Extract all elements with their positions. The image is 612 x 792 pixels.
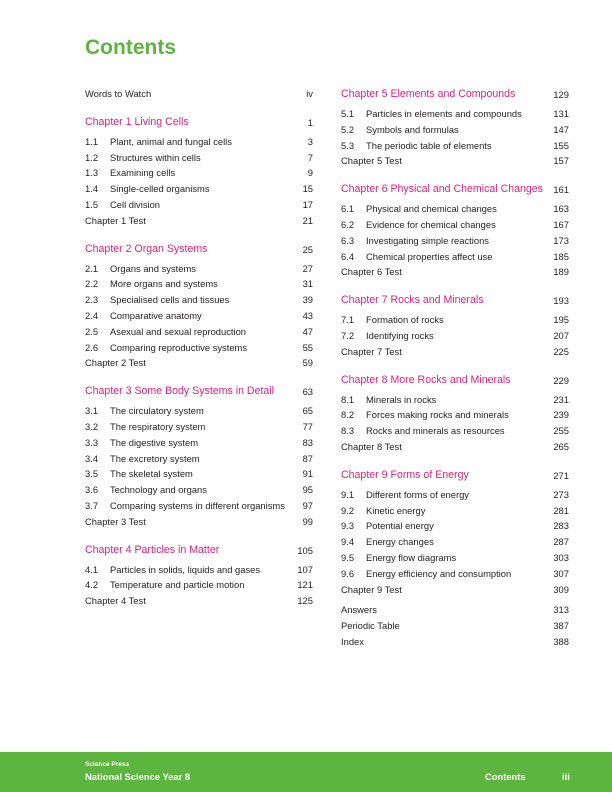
page-number: 265 — [553, 440, 569, 452]
toc-entry — [85, 437, 313, 448]
page-number: 281 — [553, 504, 569, 516]
entry-title: Technology and organs — [110, 484, 207, 496]
toc-entry — [341, 235, 569, 246]
page-number: 225 — [553, 345, 569, 357]
toc-entry — [341, 330, 569, 341]
section-number: 3.2 — [85, 420, 99, 432]
toc-entry — [341, 636, 569, 647]
toc-entry — [341, 441, 569, 452]
entry-title: Organs and systems — [110, 262, 196, 274]
entry-title: Chemical properties affect use — [366, 250, 493, 262]
footer-page-number: iii — [562, 771, 570, 782]
page-number: 15 — [302, 183, 313, 195]
chapter-heading — [341, 88, 569, 101]
entry-title: Single-celled organisms — [110, 183, 210, 195]
chapter-heading — [341, 183, 569, 196]
toc-entry — [341, 155, 569, 166]
page-number: 77 — [302, 420, 313, 432]
entry-title: Identifying rocks — [366, 329, 434, 341]
toc-entry — [85, 564, 313, 575]
page-number: 239 — [553, 409, 569, 421]
chapter-heading — [85, 243, 313, 256]
page-number: 287 — [553, 536, 569, 548]
entry-title: Words to Watch — [85, 88, 152, 99]
page-number: 17 — [302, 198, 313, 210]
page-number: 173 — [553, 234, 569, 246]
section-number: 2.4 — [85, 309, 99, 321]
page-number: 87 — [302, 452, 313, 464]
toc-entry — [85, 484, 313, 495]
page-number: 155 — [553, 139, 569, 151]
page-number: 105 — [297, 544, 313, 556]
section-number: 6.1 — [341, 203, 355, 215]
spacer — [341, 457, 569, 469]
toc-entry — [85, 310, 313, 321]
page-number: 307 — [553, 567, 569, 579]
page-number: 107 — [297, 563, 313, 575]
toc-right-column — [341, 88, 569, 652]
page-number: 121 — [297, 579, 313, 591]
entry-title: Examining cells — [110, 167, 176, 179]
page-number: 195 — [553, 314, 569, 326]
page-title: Contents — [85, 36, 176, 59]
page-number: 59 — [302, 357, 313, 369]
entry-title: Plant, animal and fungal cells — [110, 135, 232, 147]
entry-title: Chapter 5 Elements and Compounds — [341, 88, 516, 100]
toc-entry — [85, 468, 313, 479]
section-number: 1.4 — [85, 183, 99, 195]
toc-entry — [341, 203, 569, 214]
entry-title: Chapter 7 Rocks and Minerals — [341, 294, 484, 307]
section-number: 2.6 — [85, 341, 99, 353]
entry-title: Energy flow diagrams — [366, 551, 457, 563]
entry-title: Periodic Table — [341, 620, 400, 632]
page-number: 63 — [302, 386, 313, 398]
section-number: 9.1 — [341, 488, 355, 500]
entry-title: Comparing reproductive systems — [110, 341, 248, 353]
section-number: 1.1 — [85, 135, 99, 147]
section-number: 3.3 — [85, 436, 99, 448]
toc-entry — [341, 505, 569, 516]
entry-title: Chapter 3 Test — [85, 515, 146, 527]
page-number: 21 — [302, 214, 313, 226]
toc-entry — [341, 314, 569, 325]
entry-title: The periodic table of elements — [366, 139, 492, 151]
page-number: 161 — [553, 184, 569, 196]
section-number: 2.5 — [85, 325, 99, 337]
section-number: 9.3 — [341, 520, 355, 532]
section-number: 6.2 — [341, 218, 355, 230]
entry-title: Energy efficiency and consumption — [366, 567, 512, 579]
page-number: 303 — [553, 551, 569, 563]
toc-entry — [341, 409, 569, 420]
entry-title: More organs and systems — [110, 278, 218, 290]
section-number: 2.1 — [85, 262, 99, 274]
entry-title: Chapter 4 Particles in Matter — [85, 543, 220, 556]
entry-title: Symbols and formulas — [366, 123, 459, 135]
chapter-heading — [341, 294, 569, 307]
entry-title: Forces making rocks and minerals — [366, 409, 509, 421]
spacer — [341, 362, 569, 374]
entry-title: Chapter 4 Test — [85, 595, 146, 607]
section-number: 5.2 — [341, 123, 355, 135]
footer-bar — [0, 752, 612, 792]
section-number: 1.3 — [85, 167, 99, 179]
page-number: 131 — [553, 108, 569, 119]
page-number: 31 — [302, 278, 313, 290]
entry-title: Comparative anatomy — [110, 309, 202, 321]
page-number: 97 — [302, 499, 313, 511]
page-number: 147 — [553, 123, 569, 135]
toc-entry — [341, 552, 569, 563]
toc-entry — [341, 346, 569, 357]
page-number: 27 — [302, 262, 313, 274]
entry-title: Particles in elements and compounds — [366, 108, 522, 119]
entry-title: Different forms of energy — [366, 488, 469, 500]
page-number: 91 — [302, 468, 313, 480]
page-number: 47 — [302, 325, 313, 337]
section-number: 9.5 — [341, 551, 355, 563]
toc-entry — [85, 88, 313, 99]
entry-title: Chapter 6 Physical and Chemical Changes — [341, 183, 543, 196]
toc-left-column — [85, 88, 313, 611]
chapter-heading — [85, 116, 313, 129]
section-number: 3.1 — [85, 405, 99, 417]
spacer — [341, 171, 569, 183]
chapter-heading — [341, 469, 569, 482]
entry-title: Chapter 8 Test — [341, 440, 402, 452]
entry-title: Temperature and particle motion — [110, 579, 245, 591]
toc-entry — [341, 124, 569, 135]
section-number: 5.3 — [341, 139, 355, 151]
toc-entry — [85, 199, 313, 210]
entry-title: Structures within cells — [110, 151, 201, 163]
section-number: 5.1 — [341, 108, 355, 119]
toc-entry — [341, 219, 569, 230]
section-number: 3.6 — [85, 484, 99, 496]
toc-entry — [341, 425, 569, 436]
toc-entry — [85, 136, 313, 147]
entry-title: Kinetic energy — [366, 504, 426, 516]
section-number: 9.4 — [341, 536, 355, 548]
entry-title: Chapter 6 Test — [341, 266, 402, 278]
footer-book-title: National Science Year 8 — [85, 771, 191, 782]
section-number: 6.3 — [341, 234, 355, 246]
page-number: 129 — [553, 89, 569, 100]
toc-entry — [85, 421, 313, 432]
page-number: 185 — [553, 250, 569, 262]
toc-entry — [85, 579, 313, 590]
entry-title: Particles in solids, liquids and gases — [110, 563, 261, 575]
toc-entry — [341, 140, 569, 151]
page-number: 309 — [553, 583, 569, 595]
toc-entry — [85, 294, 313, 305]
section-number: 1.2 — [85, 151, 99, 163]
spacer — [85, 231, 313, 243]
entry-title: Chapter 1 Living Cells — [85, 115, 189, 128]
toc-entry — [85, 263, 313, 274]
toc-entry — [341, 536, 569, 547]
page-number: 229 — [553, 374, 569, 386]
toc-entry — [85, 357, 313, 368]
page-number: 388 — [553, 635, 569, 647]
page-number: 1 — [307, 116, 313, 128]
toc-entry — [341, 251, 569, 262]
entry-title: Comparing systems in different organisms — [110, 499, 285, 511]
section-number: 4.2 — [85, 579, 99, 591]
entry-title: The excretory system — [110, 452, 200, 464]
chapter-heading — [85, 385, 313, 398]
section-number: 2.2 — [85, 278, 99, 290]
page-number: 273 — [553, 488, 569, 500]
entry-title: Formation of rocks — [366, 314, 444, 326]
section-number: 3.4 — [85, 452, 99, 464]
page-number: 157 — [553, 155, 569, 167]
entry-title: Minerals in rocks — [366, 393, 437, 405]
page-number: 231 — [553, 393, 569, 405]
footer-section: Contents — [485, 771, 526, 782]
page-number: 163 — [553, 203, 569, 215]
spacer — [85, 104, 313, 116]
entry-title: Investigating simple reactions — [366, 234, 489, 246]
page-number: 9 — [307, 167, 313, 179]
entry-title: Chapter 9 Test — [341, 583, 402, 595]
page-number: 55 — [302, 341, 313, 353]
toc-entry — [341, 520, 569, 531]
section-number: 9.6 — [341, 567, 355, 579]
toc-entry — [85, 167, 313, 178]
toc-entry — [85, 152, 313, 163]
toc-entry — [85, 453, 313, 464]
toc-entry — [341, 604, 569, 615]
toc-entry — [341, 568, 569, 579]
page-number: 83 — [302, 436, 313, 448]
entry-title: Cell division — [110, 198, 161, 210]
entry-title: Chapter 2 Test — [85, 357, 146, 369]
chapter-heading — [85, 544, 313, 557]
section-number: 1.5 — [85, 198, 99, 210]
page-number: 387 — [553, 620, 569, 632]
toc-entry — [85, 516, 313, 527]
entry-title: The circulatory system — [110, 405, 204, 417]
toc-entry — [341, 620, 569, 631]
toc-entry — [341, 394, 569, 405]
page-number: 255 — [553, 425, 569, 437]
toc-entry — [85, 342, 313, 353]
entry-title: The respiratory system — [110, 420, 206, 432]
entry-title: The digestive system — [110, 436, 199, 448]
spacer — [85, 532, 313, 544]
toc-entry — [85, 215, 313, 226]
chapter-heading — [341, 374, 569, 387]
entry-title: Answers — [341, 604, 377, 616]
toc-entry — [341, 584, 569, 595]
entry-title: Physical and chemical changes — [366, 203, 497, 215]
entry-title: Chapter 9 Forms of Energy — [341, 468, 469, 481]
entry-title: Energy changes — [366, 536, 434, 548]
page-number: 43 — [302, 309, 313, 321]
page-number: 271 — [553, 469, 569, 481]
section-number: 2.3 — [85, 294, 99, 306]
entry-title: The skeletal system — [110, 468, 193, 480]
section-number: 6.4 — [341, 250, 355, 262]
toc-entry — [85, 500, 313, 511]
toc-entry — [341, 489, 569, 500]
page-number: 189 — [553, 266, 569, 278]
toc-entry — [341, 266, 569, 277]
page-number: 3 — [307, 135, 313, 147]
page-number: 207 — [553, 329, 569, 341]
page-number: 99 — [302, 515, 313, 527]
page-number: 65 — [302, 405, 313, 417]
page-number: 7 — [307, 151, 313, 163]
entry-title: Rocks and minerals as resources — [366, 425, 505, 437]
entry-title: Specialised cells and tissues — [110, 294, 230, 306]
toc-entry — [85, 595, 313, 606]
page-number: 193 — [553, 295, 569, 307]
page-number: 25 — [302, 243, 313, 255]
section-number: 3.7 — [85, 499, 99, 511]
section-number: 4.1 — [85, 563, 99, 575]
toc-entry — [85, 405, 313, 416]
toc-entry — [341, 108, 569, 119]
entry-title: Chapter 7 Test — [341, 345, 402, 357]
entry-title: Chapter 8 More Rocks and Minerals — [341, 373, 511, 386]
section-number: 7.1 — [341, 314, 355, 326]
toc-entry — [85, 326, 313, 337]
entry-title: Asexual and sexual reproduction — [110, 325, 247, 337]
section-number: 7.2 — [341, 329, 355, 341]
page-number: 95 — [302, 484, 313, 496]
entry-title: Index — [341, 635, 364, 647]
page-number: 283 — [553, 520, 569, 532]
spacer — [341, 282, 569, 294]
spacer — [85, 373, 313, 385]
entry-title: Potential energy — [366, 520, 434, 532]
section-number: 8.2 — [341, 409, 355, 421]
page-number: 167 — [553, 218, 569, 230]
section-number: 9.2 — [341, 504, 355, 516]
page-number: iv — [306, 88, 313, 99]
footer-publisher: Science Press — [85, 761, 130, 768]
section-number: 3.5 — [85, 468, 99, 480]
entry-title: Chapter 2 Organ Systems — [85, 242, 208, 255]
entry-title: Chapter 5 Test — [341, 155, 402, 167]
toc-entry — [85, 183, 313, 194]
toc-entry — [85, 278, 313, 289]
section-number: 8.3 — [341, 425, 355, 437]
page-number: 313 — [553, 604, 569, 616]
page-number: 125 — [297, 595, 313, 607]
page-number: 39 — [302, 294, 313, 306]
entry-title: Chapter 3 Some Body Systems in Detail — [85, 385, 275, 398]
section-number: 8.1 — [341, 393, 355, 405]
entry-title: Chapter 1 Test — [85, 214, 146, 226]
entry-title: Evidence for chemical changes — [366, 218, 496, 230]
